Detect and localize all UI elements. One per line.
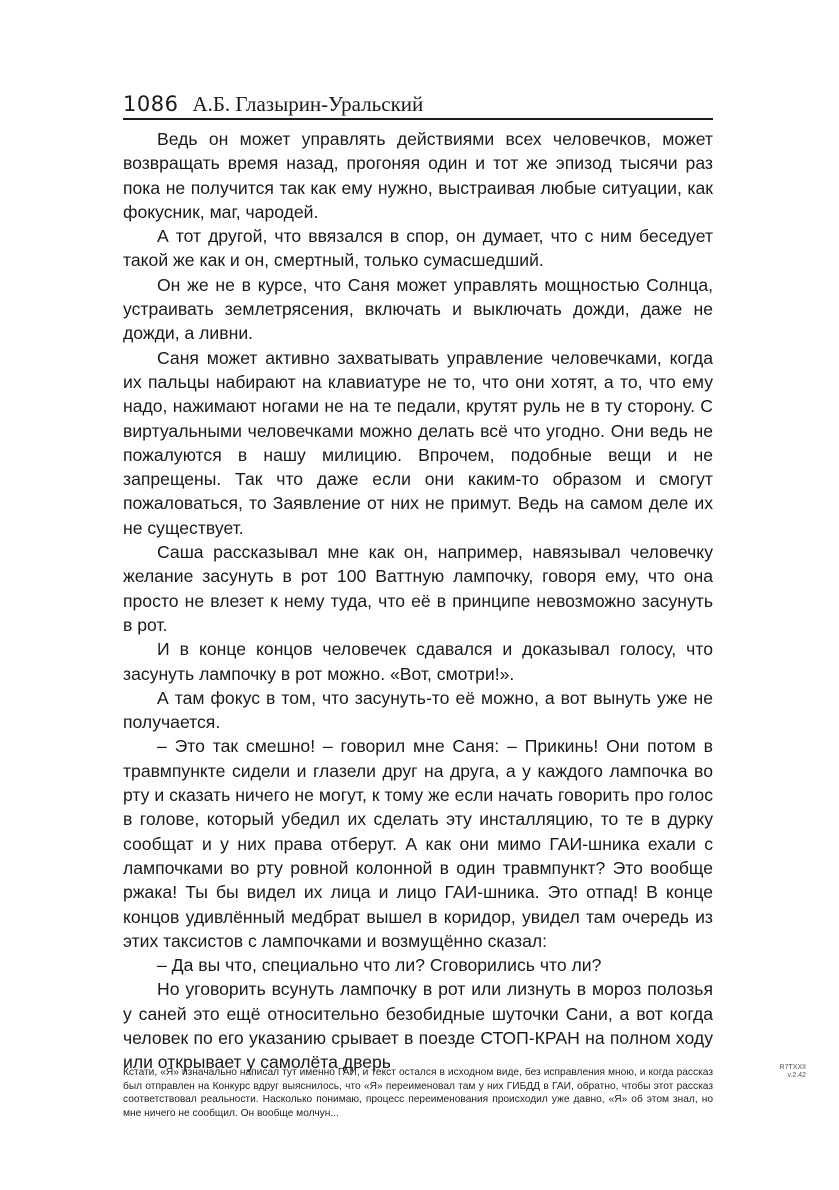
stamp-line-2: v.2.42 [787, 1072, 806, 1079]
footnote: Кстати, «Я» изначально написал тут именно ГАИ, и текст остался в исходном виде, без исправления мною, и когда рассказ был отправлен на Конкурс вдруг выяснилось, что «Я» переименовал там у них ГИБДД в ГАИ, обратно, чтобы этот рассказ соответствовал реальности. Насколько понимаю, процесс переименования происходил уже давно, «Я» об этом знал, но мне ничего не сообщил. Он вообще молчун... [123, 1067, 713, 1119]
paragraph: Он же не в курсе, что Саня может управлять мощностью Солнца, устраивать землетрясения, включать и выключать дожди, даже не дожди, а ливни. [123, 274, 713, 344]
paragraph: И в конце концов человечек сдавался и доказывал голосу, что засунуть лампочку в рот можно. «Вот, смотри!». [123, 639, 713, 684]
running-title: А.Б. Глазырин-Уральский [192, 92, 424, 116]
body-text [123, 127, 713, 1075]
paragraph: Но уговорить всунуть лампочку в рот или лизнуть в мороз полозья у саней это ещё относительно безобидные шуточки Сани, а вот когда человек по его указанию срывает в поезде СТОП-КРАН на полном ходу или открывает у самолёта дверь [123, 979, 713, 1073]
paragraph: А тот другой, что ввязался в спор, он думает, что с ним беседует такой же как и он, смертный, только сумасшедший. [123, 226, 713, 271]
paragraph: А там фокус в том, что засунуть-то её можно, а вот вынуть уже не получается. [123, 687, 713, 733]
stamp-line-1: R7TXXII [779, 1064, 806, 1071]
page-number: 1086 [123, 92, 179, 116]
paragraph: – Это так смешно! – говорил мне Саня: – Прикинь! Они потом в травмпункте сидели и глазели друг на друга, а у каждого лампочка во рту и сказать ничего не могут, к тому же если начать говорить про голос в голове, который убедил их сделать эту инсталляцию, то те в дурку сообщат и у них права отберут. А как они мимо ГАИ-шника ехали с лампочками во рту ровной колонной в один травмпункт? Это вообще ржака! Ты бы видел их лица и лицо ГАИ-шника. Это отпад! В конце концов удивлённый медбрат вышел в коридор, увидел там очередь из этих таксистов с лампочками и возмущённо сказал: [123, 736, 713, 951]
paragraph: Ведь он может управлять действиями всех человечков, может возвращать время назад, прогоняя один и тот же эпизод тысячи раз пока не получится так как ему нужно, выстраивая любые ситуации, как фокусник, маг, чародей. [123, 129, 713, 222]
running-header [123, 88, 713, 120]
version-stamp [756, 1064, 806, 1080]
paragraph: Саша рассказывал мне как он, например, навязывал человечку желание засунуть в рот 100 Ваттную лампочку, говоря ему, что она просто не влезет к нему туда, что её в принципе невозможно засунуть в рот. [123, 542, 713, 635]
paragraph: – Да вы что, специально что ли? Сговорились что ли? [157, 955, 602, 976]
paragraph: Саня может активно захватывать управление человечками, когда их пальцы набирают на клавиатуре не то, что они хотят, а то, что ему надо, нажимают ногами не на те педали, крутят руль не в ту сторону. С виртуальными человечками можно делать всё что угодно. Они ведь не пожалуются в нашу милицию. Впрочем, подобные вещи и не запрещены. Так что даже если они каким-то образом и смогут пожаловаться, то Заявление от них не примут. Ведь на самом деле их не существует. [123, 347, 713, 538]
